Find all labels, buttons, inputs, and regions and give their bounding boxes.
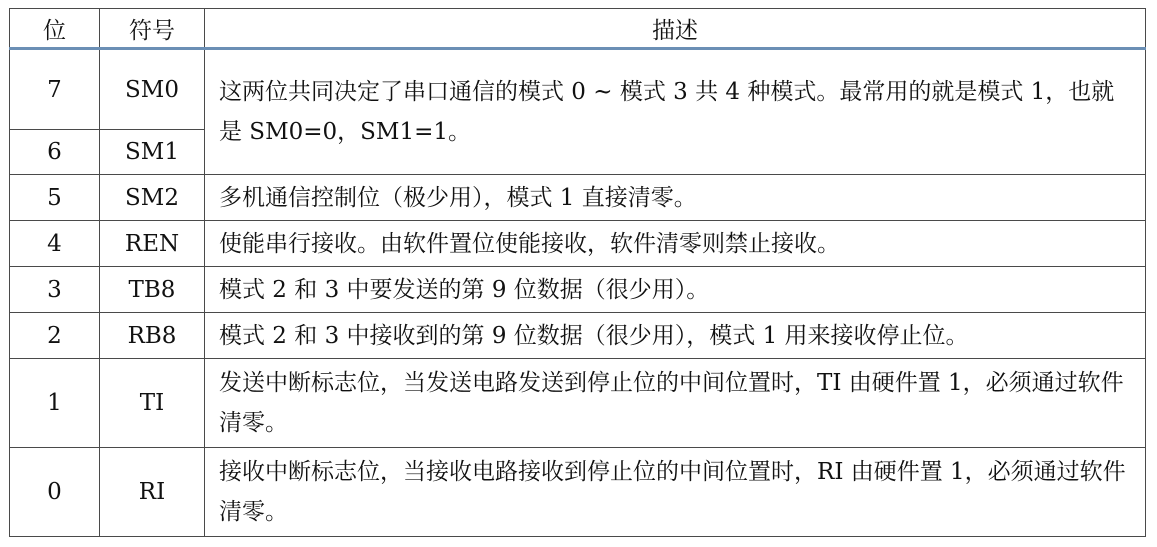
description-cell: 模式 2 和 3 中要发送的第 9 位数据（很少用）。 [205, 267, 1146, 313]
table-row [10, 49, 1146, 130]
table-row [10, 221, 1146, 267]
symbol-cell: REN [100, 221, 205, 267]
bit-cell: 1 [10, 359, 100, 448]
description-cell: 接收中断标志位，当接收电路接收到停止位的中间位置时，RI 由硬件置 1，必须通过软件清零。 [205, 448, 1146, 537]
scon-register-table [9, 8, 1146, 537]
table-row [10, 448, 1146, 537]
description-cell: 发送中断标志位，当发送电路发送到停止位的中间位置时，TI 由硬件置 1，必须通过软件清零。 [205, 359, 1146, 448]
symbol-cell: SM0 [100, 49, 205, 130]
description-cell: 使能串行接收。由软件置位使能接收，软件清零则禁止接收。 [205, 221, 1146, 267]
header-bit: 位 [10, 9, 100, 49]
table-row [10, 267, 1146, 313]
header-symbol: 符号 [100, 9, 205, 49]
symbol-cell: RB8 [100, 313, 205, 359]
bit-cell: 3 [10, 267, 100, 313]
description-cell-sm0-sm1: 这两位共同决定了串口通信的模式 0 ~ 模式 3 共 4 种模式。最常用的就是模式 1，也就是 SM0=0，SM1=1。 [205, 49, 1146, 175]
symbol-cell: TB8 [100, 267, 205, 313]
bit-cell: 7 [10, 49, 100, 130]
symbol-cell: SM2 [100, 175, 205, 221]
table-row [10, 359, 1146, 448]
bit-cell: 6 [10, 130, 100, 175]
table-row [10, 313, 1146, 359]
bit-cell: 0 [10, 448, 100, 537]
bit-cell: 4 [10, 221, 100, 267]
description-cell: 模式 2 和 3 中接收到的第 9 位数据（很少用），模式 1 用来接收停止位。 [205, 313, 1146, 359]
description-cell: 多机通信控制位（极少用），模式 1 直接清零。 [205, 175, 1146, 221]
table-row [10, 175, 1146, 221]
bit-cell: 5 [10, 175, 100, 221]
symbol-cell: SM1 [100, 130, 205, 175]
symbol-cell: RI [100, 448, 205, 537]
bit-cell: 2 [10, 313, 100, 359]
header-row [10, 9, 1146, 49]
header-description: 描述 [205, 9, 1146, 49]
symbol-cell: TI [100, 359, 205, 448]
